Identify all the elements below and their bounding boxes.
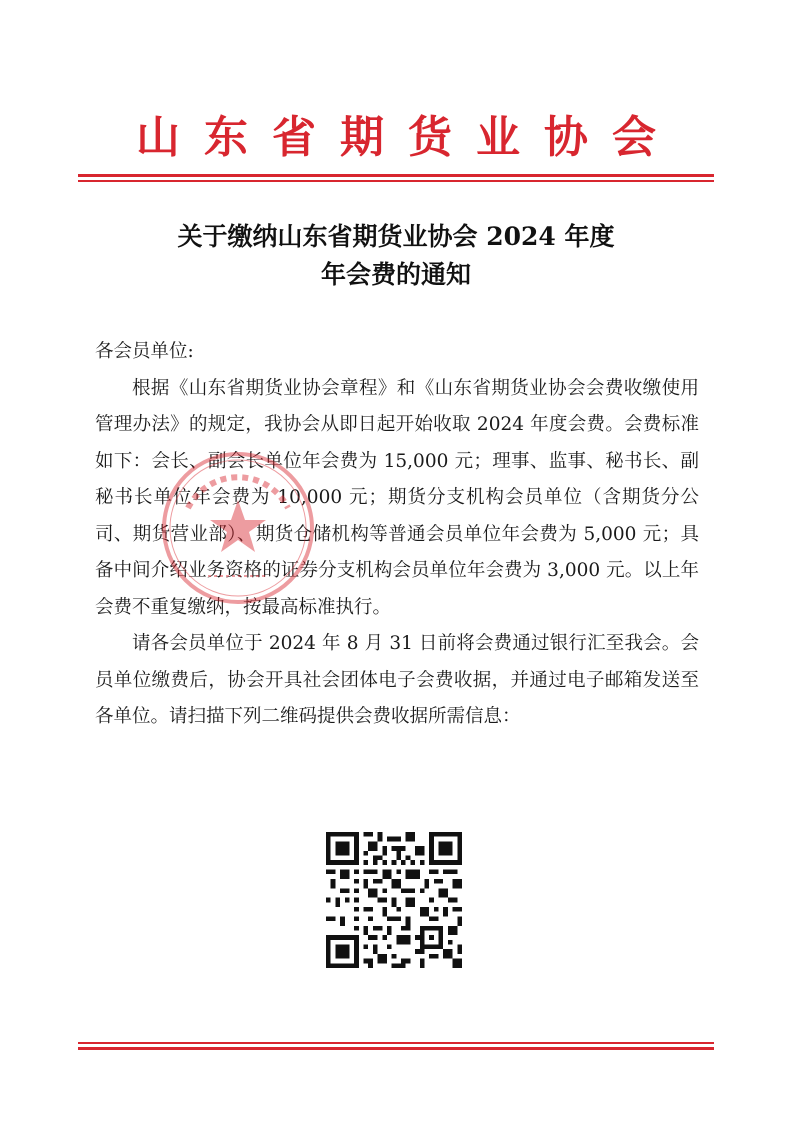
header-rule-thin (78, 180, 714, 182)
organization-header: 山东省期货业协会 (136, 112, 680, 163)
paragraph-payment-instructions: 请各会员单位于 2024 年 8 月 31 日前将会费通过银行汇至我会。会员单位缴费后，协会开具社会团体电子会费收据，并通过电子邮箱发送至各单位。请扫描下列二维码提供会费收据所需信息： (95, 633, 699, 727)
header-rule-thick (78, 174, 714, 177)
notice-title-line2: 年会费的通知 (320, 260, 471, 289)
footer-rule-thin (78, 1042, 714, 1044)
notice-body (95, 334, 699, 736)
footer-rule-thick (78, 1047, 714, 1050)
salutation: 各会员单位: (95, 341, 194, 362)
qr-code-icon (326, 832, 462, 968)
paragraph-fee-standards: 根据《山东省期货业协会章程》和《山东省期货业协会会费收缴使用管理办法》的规定，我协会从即日起开始收取 2024 年度会费。会费标准如下：会长、副会长单位年会费为 15,000 元；理事、监事、秘书长、副秘书长单位年会费为 10,000 元；期货分支机构会员单位（含期货分公司、期货营业部）、期货仓储机构等普通会员单位年会费为 5,000 元；具备中间介绍业务资格的证券分支机构会员单位年会费为 3,000 元。以上年会费不重复缴纳，按最高标准执行。 (95, 377, 699, 618)
notice-title-line1: 关于缴纳山东省期货业协会 2024 年度 (177, 222, 615, 251)
notice-title (78, 218, 714, 294)
